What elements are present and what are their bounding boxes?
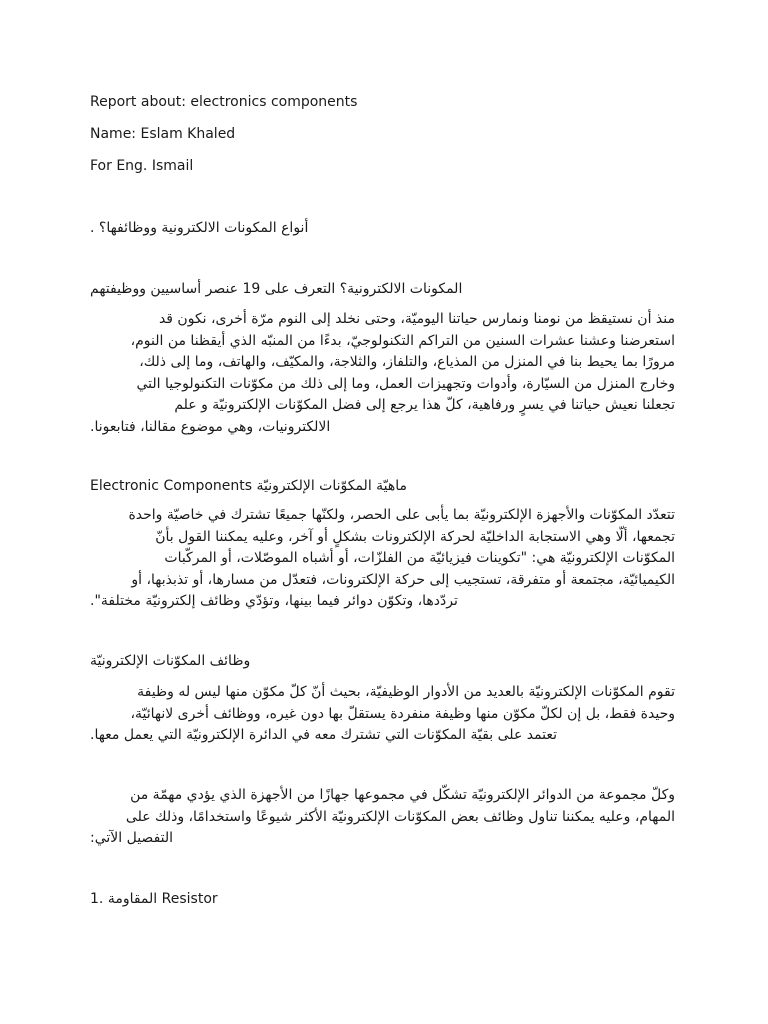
intro-heading: المكونات الالكترونية؟ التعرف على 19 عنصر أساسيين ووظيفتهم <box>90 281 463 297</box>
paragraph-line: الكيميائيّة، مجتمعة أو متفرقة، تستجيب إلى حركة الإلكترونات، فتعدّل من مسارها، أو تذبذبها، أو <box>131 571 675 588</box>
paragraph-line: تردّدها، وتكوّن دوائر فيما بينها، وتؤدّي وظائف إلكترونيّة مختلفة". <box>90 593 458 609</box>
definition-paragraph <box>90 505 675 613</box>
paragraph-line: التفصيل الآتي: <box>90 830 174 846</box>
paragraph-line: تقوم المكوّنات الإلكترونيّة بالعديد من الأدوار الوظيفيّة، بحيث أنّ كلّ مكوّن منها ليس له وظيفة <box>137 684 675 700</box>
paragraph-line: تتعدّد المكوّنات والأجهزة الإلكترونيّة بما يأبى على الحصر، ولكنّها جميعًا تشترك في خاصيّة واحدة <box>128 507 675 523</box>
intro-paragraph <box>90 309 675 438</box>
functions-paragraph <box>90 682 675 747</box>
paragraph-line: تعتمد على بقيّة المكوّنات التي تشترك معه في الدائرة الإلكترونيّة التي يعمل معها. <box>90 727 558 743</box>
paragraph-line: استعرضنا وعشنا عشرات السنين من التراكم التكنولوجيّ، بدءًا من المنبّه الذي أيقظنا من النوم، <box>130 332 675 349</box>
author-name: Name: Eslam Khaled <box>90 126 236 142</box>
paragraph-line: تجمعها، ألّا وهي الاستجابة الداخليّة لحركة الإلكترونات بشكلٍ أو آخر، وعليه يمكننا القول بأنّ <box>155 528 675 545</box>
paragraph-line: المهام، وعليه يمكننا تناول وظائف بعض المكوّنات الإلكترونيّة الأكثر شيوعًا واستخدامًا، وذلك على <box>125 808 675 825</box>
paragraph-line: المكوّنات الإلكترونيّة هي: "تكوينات فيزيائيّة من الفلزّات، أو أشباه الموصّلات، أو المركّبات <box>164 550 675 566</box>
recipient-line: For Eng. Ismail <box>90 158 194 174</box>
paragraph-line: مرورًا بما يحيط بنا في المنزل من المذياع، والتلفاز، والثلاجة، والمكيّف، والهاتف، وما إلى ذلك، <box>139 354 675 370</box>
paragraph-line: وكلّ مجموعة من الدوائر الإلكترونيّة تشكّل في مجموعها جهازًا من الأجهزة الذي يؤدي مهمّة من <box>130 787 675 803</box>
paragraph-line: منذ أن نستيقظ من نومنا ونمارس حياتنا اليوميّة، وحتى نخلد إلى النوم مرّة أخرى، نكون قد <box>158 311 675 327</box>
paragraph-line: الالكترونيات، وهي موضوع مقالنا، فتابعونا. <box>90 418 331 435</box>
paragraph-line: وحيدة فقط، بل إن لكلّ مكوّن منها وظيفة منفردة يستقلّ بها دون غيره، ووظائف أخرى لانهائيّة، <box>130 705 675 722</box>
paragraph-line: وخارج المنزل من السيّارة، وأدوات وتجهيزات العمل، وما إلى ذلك من مكوّنات التكنولوجيا التي <box>136 375 675 392</box>
resistor-heading: 1. المقاومة Resistor <box>90 891 218 907</box>
definition-heading: ماهيّة المكوّنات الإلكترونيّة Electronic Components <box>90 478 408 494</box>
functions-heading: وظائف المكوّنات الإلكترونيّة <box>90 653 251 669</box>
circuits-paragraph <box>90 785 675 850</box>
question-heading: أنواع المكونات الالكترونية ووظائفها؟ . <box>90 220 309 236</box>
report-title: Report about: electronics components <box>90 94 358 110</box>
paragraph-line: تجعلنا نعيش حياتنا في يسرٍ ورفاهية، كلّ هذا يرجع إلى فضل المكوّنات الإلكترونيّة و علم <box>174 397 675 413</box>
